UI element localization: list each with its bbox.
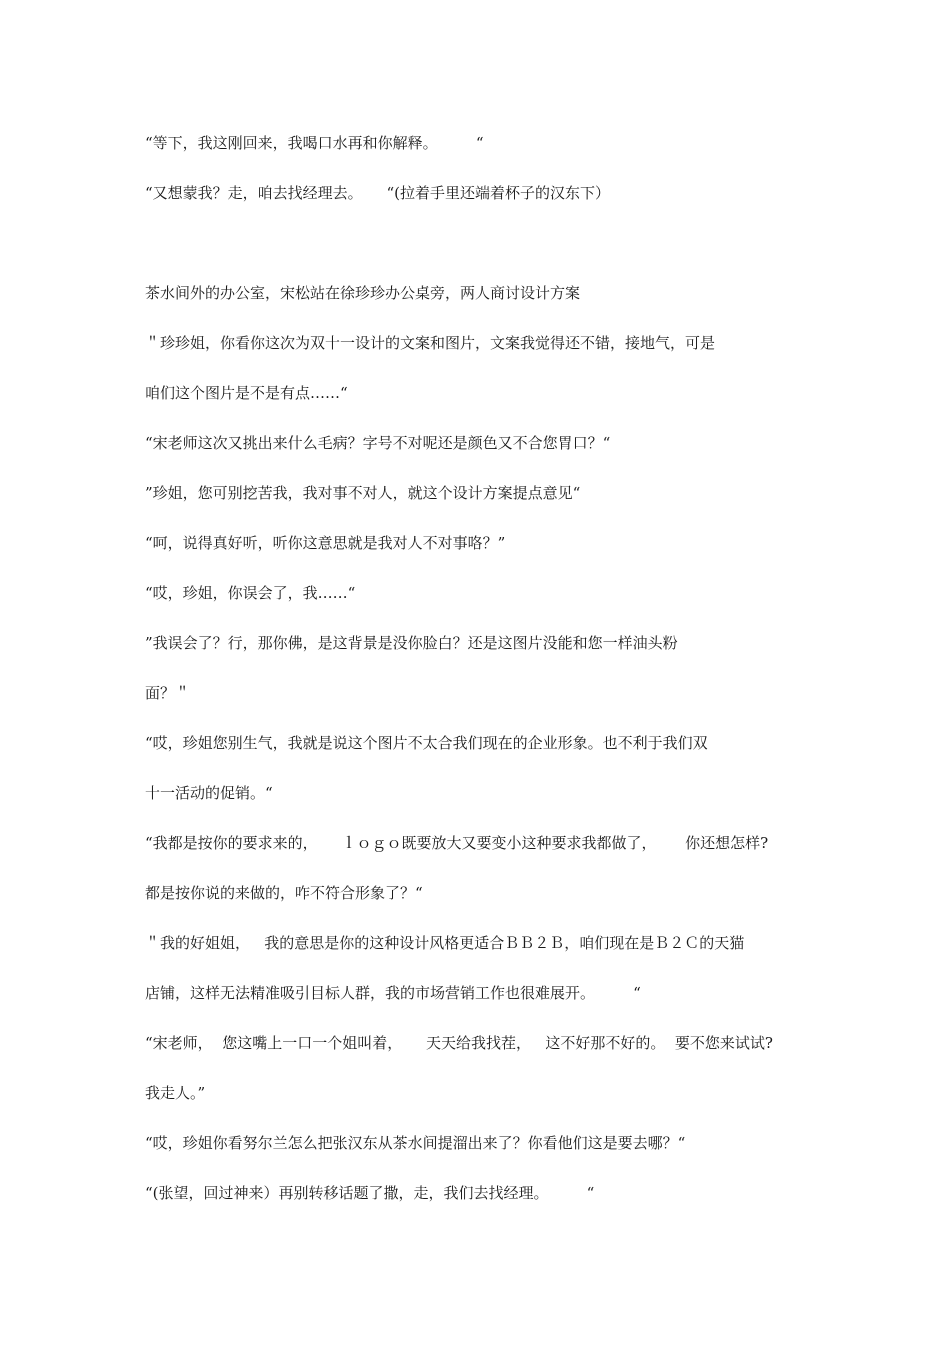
paragraph-line: “我都是按你的要求来的， ｌｏｇｏ既要放大又要变小这种要求我都做了， 你还想怎样?	[145, 834, 769, 852]
paragraph-line: 我走人。”	[145, 1084, 206, 1102]
paragraph-line: “哎，珍姐，你误会了，我……“	[145, 584, 356, 602]
paragraph-line: “(张望，回过神来）再别转移话题了撒，走，我们去找经理。 “	[145, 1184, 595, 1202]
paragraph-line: 店铺，这样无法精准吸引目标人群，我的市场营销工作也很难展开。 “	[145, 984, 641, 1002]
paragraph-line: “宋老师， 您这嘴上一口一个姐叫着， 天天给我找茬， 这不好那不好的。 要不您来试试?	[145, 1034, 773, 1052]
paragraph-line: 都是按你说的来做的，咋不符合形象了？“	[145, 884, 423, 902]
paragraph-line: “又想蒙我？走，咱去找经理去。 “(拉着手里还端着杯子的汉东下）	[145, 184, 611, 202]
paragraph-line: ”珍姐，您可别挖苦我，我对事不对人，就这个设计方案提点意见“	[145, 484, 581, 502]
paragraph-line: “哎，珍姐你看努尔兰怎么把张汉东从茶水间提溜出来了？你看他们这是要去哪？“	[145, 1134, 686, 1152]
paragraph-line: ”我误会了？行，那你佛，是这背景是没你脸白？还是这图片没能和您一样油头粉	[145, 634, 678, 652]
paragraph-line: “哎，珍姐您别生气，我就是说这个图片不太合我们现在的企业形象。也不利于我们双	[145, 734, 708, 752]
paragraph-line: 面？＂	[145, 684, 191, 702]
paragraph-line: “宋老师这次又挑出来什么毛病？字号不对呢还是颜色又不合您胃口？“	[145, 434, 611, 452]
paragraph-line: ＂我的好姐姐， 我的意思是你的这种设计风格更适合ＢＢ２Ｂ，咱们现在是Ｂ２Ｃ的天猫	[145, 934, 745, 952]
paragraph-line: 咱们这个图片是不是有点……“	[145, 384, 348, 402]
paragraph-line: ＂珍珍姐，你看你这次为双十一设计的文案和图片，文案我觉得还不错，接地气，可是	[145, 334, 716, 352]
paragraph-line: 十一活动的促销。“	[145, 784, 273, 802]
paragraph-line: “等下，我这刚回来，我喝口水再和你解释。 “	[145, 134, 484, 152]
paragraph-line: 茶水间外的办公室，宋松站在徐珍珍办公桌旁，两人商讨设计方案	[145, 284, 581, 302]
paragraph-line: “呵，说得真好听，听你这意思就是我对人不对事咯？”	[145, 534, 506, 552]
